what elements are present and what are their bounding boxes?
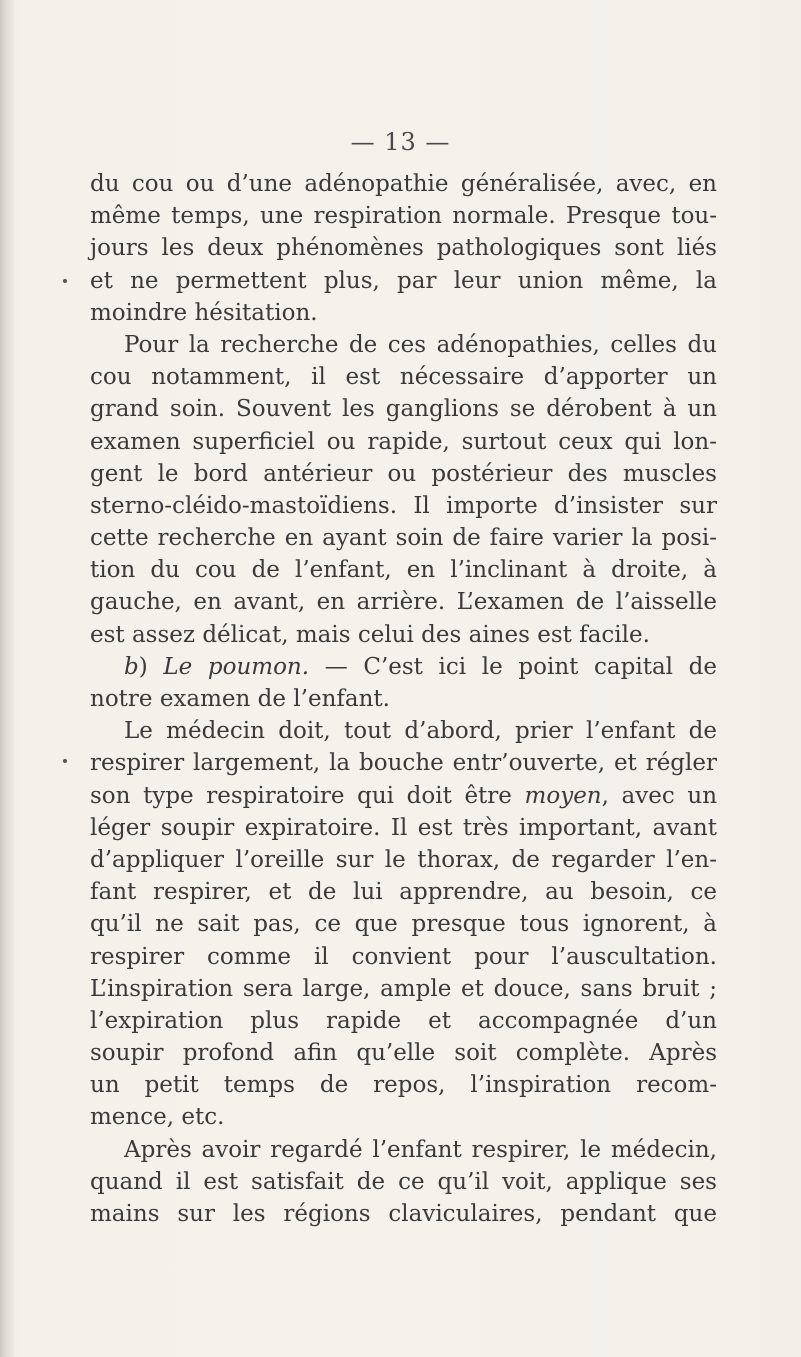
text-line: quand il est satisfait de ce qu’il voit, applique ses [90, 1168, 717, 1195]
italic-text: Le poumon. [163, 653, 310, 680]
paragraph [90, 329, 717, 651]
text-line: jours les deux phénomènes pathologiques sont liés [90, 235, 717, 262]
text-line: mence, etc. [90, 1104, 225, 1131]
text-line: grand soin. Souvent les ganglions se dérobent à un [90, 396, 717, 423]
text-line: soupir profond afin qu’elle soit complète. Après [90, 1040, 717, 1067]
text-line: moindre hésitation. [90, 299, 318, 326]
text-line: du cou ou d’une adénopathie généralisée, avec, en [90, 171, 717, 197]
text-line: Le médecin doit, tout d’abord, prier l’enfant de [124, 718, 717, 745]
text-line: mains sur les régions claviculaires, pendant que [90, 1201, 717, 1227]
text-line: un petit temps de repos, l’inspiration recom- [90, 1072, 717, 1099]
text-line: gent le bord antérieur ou postérieur des muscles [90, 460, 717, 487]
text-line: léger soupir expiratoire. Il est très important, avant [90, 814, 717, 841]
paragraph [90, 1134, 717, 1231]
text-line [90, 780, 717, 812]
text-line: qu’il ne sait pas, ce que presque tous ignorent, à [90, 911, 717, 938]
paragraph [90, 651, 717, 715]
text-line: Pour la recherche de ces adénopathies, celles du [124, 331, 717, 358]
text-segment: , avec un [601, 782, 718, 809]
text-line: Après avoir regardé l’enfant respirer, le médecin, [124, 1136, 717, 1163]
body-text [90, 168, 717, 1230]
page-number: — 13 — [350, 128, 451, 156]
text-line: fant respirer, et de lui apprendre, au besoin, ce [90, 879, 717, 906]
paragraph [90, 168, 717, 329]
text-line: est assez délicat, mais celui des aines est facile. [90, 621, 650, 648]
page-binding-shadow [0, 0, 14, 1357]
margin-speck [63, 759, 67, 763]
text-line: sterno-cléido-mastoïdiens. Il importe d’insister sur [90, 492, 717, 519]
text-line: respirer comme il convient pour l’auscultation. [90, 943, 717, 970]
text-line: cette recherche en ayant soin de faire varier la posi- [90, 525, 717, 552]
text-line: L’inspiration sera large, ample et douce, sans bruit ; [90, 975, 717, 1002]
text-segment: son type respiratoire qui doit être [90, 782, 525, 809]
text-line: l’expiration plus rapide et accompagnée d’un [90, 1007, 717, 1034]
text-line: examen superficiel ou rapide, surtout ceux qui lon- [90, 428, 717, 455]
text-line: notre examen de l’enfant. [90, 686, 390, 712]
text-line: gauche, en avant, en arrière. L’examen de l’aisselle [90, 589, 717, 616]
italic-text: b [124, 653, 139, 680]
text-segment: — C’est ici le point capital de [309, 653, 717, 680]
text-line: tion du cou de l’enfant, en l’inclinant à droite, à [90, 557, 717, 584]
text-line: respirer largement, la bouche entr’ouverte, et régler [90, 750, 717, 777]
text-line: cou notamment, il est nécessaire d’apporter un [90, 364, 717, 391]
paragraph [90, 715, 717, 1133]
text-line: et ne permettent plus, par leur union même, la [90, 267, 717, 294]
text-line: même temps, une respiration normale. Presque tou- [90, 203, 717, 230]
text-line: d’appliquer l’oreille sur le thorax, de regarder l’en- [90, 846, 717, 873]
margin-speck [63, 279, 67, 283]
text-segment: ) [138, 653, 164, 680]
text-line [90, 651, 717, 683]
italic-text: moyen [524, 782, 602, 809]
